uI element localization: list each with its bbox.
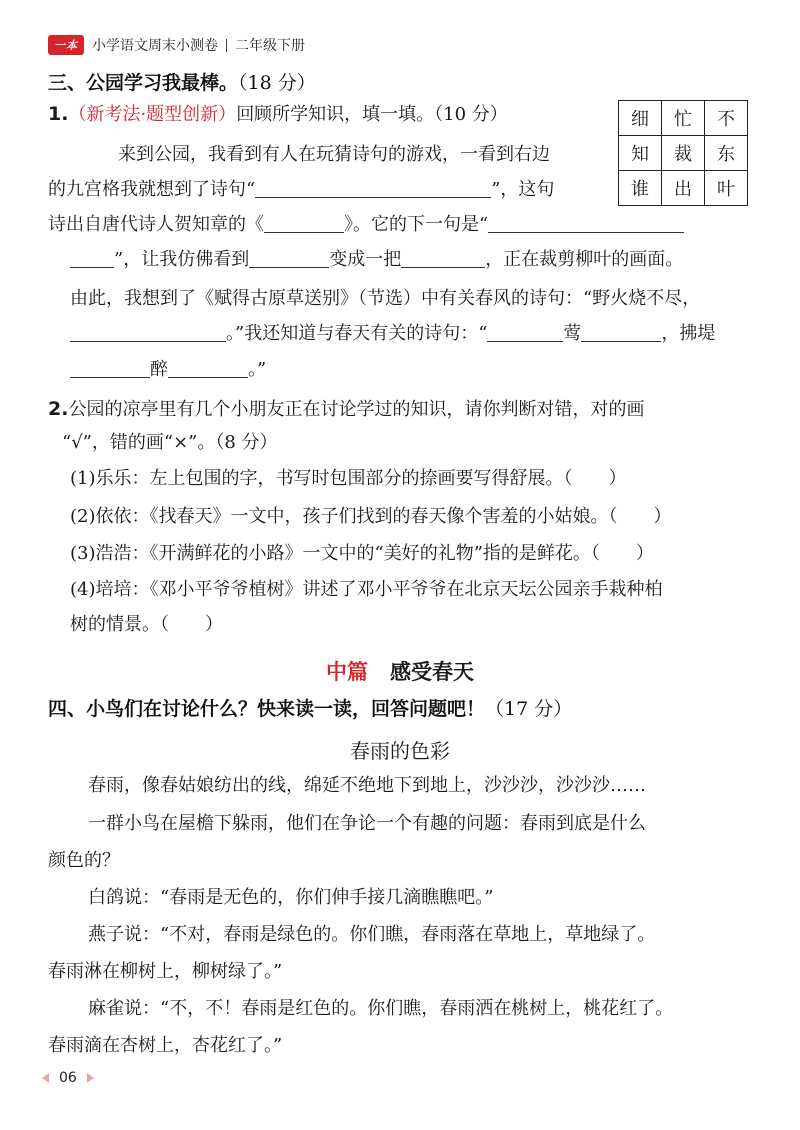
- q1-line-3-mid: 》。它的下一句是“: [344, 214, 489, 235]
- grid-row: [619, 136, 748, 171]
- q2-line-1: [48, 397, 644, 422]
- page-footer: [42, 1070, 94, 1086]
- grid-cell: 出: [662, 171, 705, 206]
- answer-blank-3b[interactable]: [70, 249, 114, 268]
- grid-cell: 忙: [662, 101, 705, 136]
- passage-line-2: 一群小鸟在屋檐下躲雨，他们在争论一个有趣的问题：春雨到底是什么: [88, 813, 646, 834]
- q2-item-1: (1)乐乐：左上包围的字，书写时包围部分的捺画要写得舒展。（ ）: [70, 468, 627, 489]
- q1-line-7-tail: 。”: [248, 359, 267, 380]
- q1-line-4-text: ”，让我仿佛看到: [114, 249, 250, 270]
- section-4-title: 四、小鸟们在讨论什么？快来读一读，回答问题吧！: [48, 698, 486, 720]
- q1-line-1: 来到公园，我看到有人在玩猜诗句的游戏，一看到右边: [118, 144, 550, 165]
- page-header: [48, 34, 305, 56]
- q1-prompt: 回顾所学知识，填一填。（10 分）: [236, 104, 508, 125]
- grid-cell: 知: [619, 136, 662, 171]
- grid-row: [619, 101, 748, 136]
- q1-line-7: [70, 358, 266, 382]
- grid-row: [619, 171, 748, 206]
- q1-line-2: [48, 178, 554, 202]
- passage-line-5: 燕子说：“不对，春雨是绿色的。你们瞧，春雨落在草地上，草地绿了。: [88, 924, 656, 945]
- middle-part-title: 感受春天: [390, 660, 474, 684]
- q1-line-6-text: 。”我还知道与春天有关的诗句：“: [226, 323, 488, 344]
- header-divider: [226, 39, 227, 52]
- q1-line-2-tail: ”，这句: [491, 179, 555, 200]
- answer-blank-5[interactable]: [401, 249, 485, 268]
- middle-part-heading: [0, 656, 800, 686]
- passage-line-8: 春雨滴在杏树上，杏花红了。”: [48, 1035, 283, 1056]
- q1-tag: （新考法·题型创新）: [68, 104, 237, 125]
- answer-blank-10[interactable]: [168, 359, 248, 378]
- passage-title: 春雨的色彩: [350, 739, 450, 763]
- q2-item-3: (3)浩浩：《开满鲜花的小路》一文中的“美好的礼物”指的是鲜花。（ ）: [70, 543, 654, 564]
- q2-item-2: (2)依依：《找春天》一文中，孩子们找到的春天像个害羞的小姑娘。（ ）: [70, 506, 672, 527]
- section-3-title: 三、公园学习我最棒。: [48, 72, 239, 94]
- answer-blank-7[interactable]: [487, 323, 563, 342]
- answer-blank-6[interactable]: [70, 323, 226, 342]
- q1-line-7-text: 醉: [150, 359, 168, 380]
- prev-arrow-icon: [42, 1073, 49, 1083]
- next-arrow-icon: [87, 1073, 94, 1083]
- q1-line-4-mid: 变成一把: [329, 249, 402, 270]
- answer-blank-4[interactable]: [249, 249, 329, 268]
- grid-cell: 谁: [619, 171, 662, 206]
- q1-line-2-text: 的九宫格我就想到了诗句“: [48, 179, 256, 200]
- grid-cell: 叶: [705, 171, 748, 206]
- q2-number: 2.: [48, 398, 69, 420]
- q1-prompt-line: [48, 102, 508, 127]
- grid-cell: 不: [705, 101, 748, 136]
- passage-line-7: 麻雀说：“不，不！春雨是红色的。你们瞧，春雨洒在桃树上，桃花红了。: [88, 998, 674, 1019]
- q2-item-4: (4)培培：《邓小平爷爷植树》讲述了邓小平爷爷在北京天坛公园亲手栽种柏: [70, 579, 663, 600]
- answer-blank-2[interactable]: [264, 214, 344, 233]
- passage-line-1: 春雨，像春姑娘纺出的线，绵延不绝地下到地上，沙沙沙，沙沙沙……: [88, 775, 646, 796]
- q1-number: 1.: [48, 103, 69, 125]
- section-4-heading: [48, 694, 572, 721]
- q2-item-4-cont: 树的情景。（ ）: [70, 614, 223, 635]
- q1-line-6-tail: ，拂堤: [661, 323, 716, 344]
- q1-line-5: 由此，我想到了《赋得古原草送别》（节选）中有关春风的诗句：“野火烧不尽，: [70, 288, 701, 309]
- passage-line-3: 颜色的？: [48, 850, 120, 871]
- grid-cell: 细: [619, 101, 662, 136]
- section-3-heading: [48, 68, 316, 95]
- book-title: 小学语文周末小测卷: [92, 38, 218, 54]
- section-3-points: （18 分）: [238, 72, 316, 94]
- passage-line-4: 白鸽说：“春雨是无色的，你们伸手接几滴瞧瞧吧。”: [88, 887, 494, 908]
- answer-blank-9[interactable]: [70, 359, 150, 378]
- q2-text-1: 公园的凉亭里有几个小朋友正在讨论学过的知识，请你判断对错，对的画: [68, 399, 645, 420]
- answer-blank-8[interactable]: [581, 323, 661, 342]
- grid-cell: 东: [705, 136, 748, 171]
- q1-line-6-mid: 莺: [563, 323, 582, 344]
- answer-blank-1[interactable]: [255, 179, 491, 198]
- q1-line-3: [48, 213, 684, 237]
- brand-logo: 一本: [48, 35, 84, 55]
- nine-square-grid: [618, 100, 748, 206]
- q1-line-4-tail: ，正在裁剪柳叶的画面。: [485, 249, 684, 270]
- section-4-points: （17 分）: [485, 698, 573, 720]
- middle-part-tag: 中篇: [326, 660, 368, 684]
- q1-line-3-text: 诗出自唐代诗人贺知章的《: [48, 214, 264, 235]
- q1-line-6: [70, 322, 715, 346]
- grade-label: 二年级下册: [235, 38, 305, 54]
- passage-line-6: 春雨淋在柳树上，柳树绿了。”: [48, 961, 283, 982]
- answer-blank-3[interactable]: [488, 214, 684, 233]
- page-number: 06: [59, 1070, 77, 1086]
- q2-line-2: “√”，错的画“×”。（8 分）: [62, 432, 278, 453]
- grid-cell: 裁: [662, 136, 705, 171]
- q1-line-4: [70, 248, 683, 272]
